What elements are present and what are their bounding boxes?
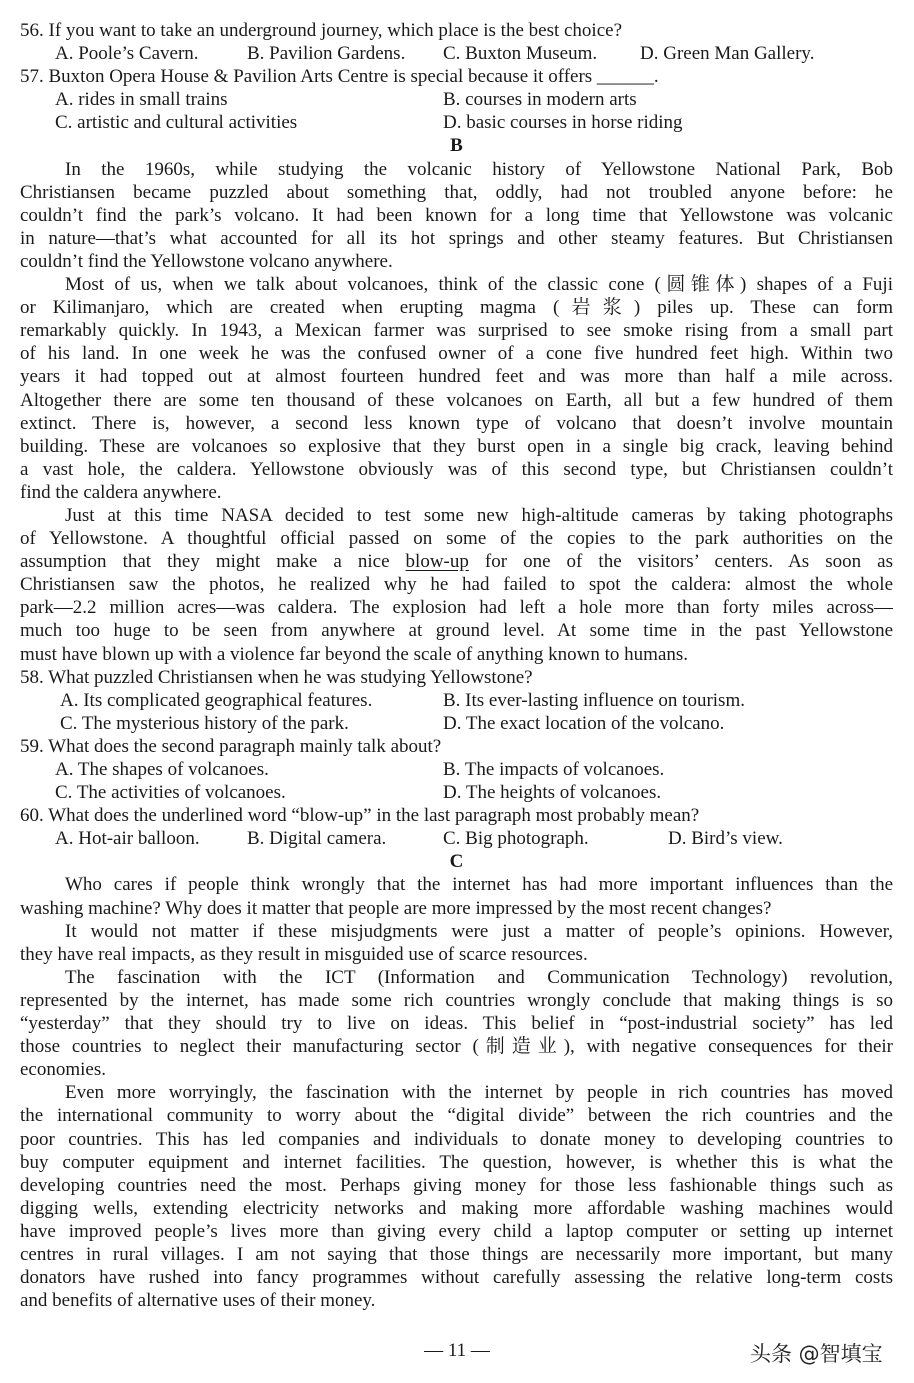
passage-line: extinct. There is, however, a second less known type of volcano that doesn’t involve mountain <box>20 412 893 434</box>
passage-line: of Yellowstone. A thoughtful official passed on some of the copies to the park authorities on the <box>20 528 893 550</box>
answer-options <box>20 758 893 781</box>
page-number: — 11 — <box>424 1340 490 1361</box>
answer-option: B. Its ever-lasting influence on tourism. <box>443 689 745 711</box>
answer-options <box>20 42 893 65</box>
passage-line: building. These are volcanoes so explosive that they burst open in a single big crack, leaving behind <box>20 435 893 457</box>
question-line: 56. If you want to take an underground journey, which place is the best choice? <box>20 20 623 41</box>
answer-option: C. Big photograph. <box>443 828 589 850</box>
brand-watermark: 头条 @智填宝 <box>750 1342 883 1366</box>
underlined-word: blow-up <box>405 551 469 573</box>
passage-line: the international community to worry about the “digital divide” between the rich countries and the <box>20 1105 893 1127</box>
answer-option: D. Bird’s view. <box>668 828 783 850</box>
answer-option: D. The heights of volcanoes. <box>443 782 662 804</box>
text-segment: assumption that they might make a nice <box>20 551 390 573</box>
answer-option: D. The exact location of the volcano. <box>443 712 725 734</box>
answer-options <box>20 712 893 735</box>
answer-option: A. Poole’s Cavern. <box>55 43 199 65</box>
section-heading: B <box>450 135 463 157</box>
answer-options <box>20 689 893 712</box>
passage-line: economies. <box>20 1059 107 1081</box>
answer-option: D. Green Man Gallery. <box>640 43 815 65</box>
passage-line: those countries to neglect their manufacturing sector (制造业), with negative consequences for their <box>20 1036 893 1058</box>
passage-line <box>20 550 893 573</box>
answer-option: A. The shapes of volcanoes. <box>55 759 269 780</box>
passage-line: in nature—that’s what accounted for all its hot springs and other steamy features. But Christiansen <box>20 227 893 249</box>
question-line: 57. Buxton Opera House & Pavilion Arts Centre is special because it offers ______. <box>20 66 659 88</box>
passage-line: Who cares if people think wrongly that the internet has had more important influences than the <box>65 874 893 896</box>
answer-option: B. courses in modern arts <box>443 89 637 111</box>
passage-line: donators have rushed into fancy programmes without carefully assessing the relative long-term costs <box>20 1267 893 1289</box>
section-heading: C <box>449 851 464 873</box>
passage-line: washing machine? Why does it matter that people are more impressed by the most recent changes? <box>20 897 772 919</box>
passage-line: represented by the internet, has made some rich countries wrongly conclude that making things is so <box>20 989 893 1011</box>
answer-option: C. The mysterious history of the park. <box>60 712 349 734</box>
passage-line: couldn’t find the park’s volcano. It had been known for a long time that Yellowstone was volcanic <box>20 204 893 226</box>
answer-option: A. Its complicated geographical features. <box>60 689 373 711</box>
answer-option: C. Buxton Museum. <box>443 43 598 65</box>
passage-line: Altogether there are some ten thousand of these volcanoes on Earth, all but a few hundred of them <box>20 389 893 411</box>
answer-option: B. Digital camera. <box>247 828 387 850</box>
answer-options <box>20 827 893 850</box>
passage-line: or Kilimanjaro, which are created when erupting magma (岩浆) piles up. These can form <box>20 297 893 319</box>
exam-page-content <box>20 19 893 1312</box>
passage-line: and benefits of alternative uses of their money. <box>20 1290 376 1312</box>
passage-line: developing countries need the most. Perhaps giving money for those less fashionable things such as <box>20 1174 893 1196</box>
answer-option: C. The activities of volcanoes. <box>55 782 286 804</box>
passage-line: poor countries. This has led companies and individuals to donate money to developing countries to <box>20 1128 893 1150</box>
passage-line: find the caldera anywhere. <box>20 481 222 503</box>
passage-line: The fascination with the ICT (Information and Communication Technology) revolution, <box>65 966 893 988</box>
answer-options <box>20 781 893 804</box>
passage-line: centres in rural villages. I am not saying that those things are necessarily more important, but many <box>20 1243 893 1265</box>
question-line: 60. What does the underlined word “blow-up” in the last paragraph most probably mean? <box>20 805 700 827</box>
question-line: 59. What does the second paragraph mainly talk about? <box>20 735 442 757</box>
passage-line: a vast hole, the caldera. Yellowstone obviously was of this second type, but Christiansen couldn’t <box>20 458 893 480</box>
passage-line: park—2.2 million acres—was caldera. The explosion had left a hole more than forty miles across— <box>20 597 893 619</box>
passage-line: have improved people’s lives more than giving every child a laptop computer or setting up internet <box>20 1220 893 1242</box>
passage-line: buy computer equipment and internet facilities. The question, however, is whether this is what the <box>20 1151 893 1173</box>
passage-line: In the 1960s, while studying the volcanic history of Yellowstone National Park, Bob <box>65 158 893 180</box>
question-line: 58. What puzzled Christiansen when he was studying Yellowstone? <box>20 666 533 688</box>
answer-option: B. Pavilion Gardens. <box>247 43 406 65</box>
passage-line: “yesterday” that they should try to live on ideas. This belief in “post-industrial society” has led <box>20 1013 893 1035</box>
answer-option: A. Hot-air balloon. <box>55 828 200 850</box>
passage-line: much too huge to be seen from anywhere at ground level. At some time in the past Yellowstone <box>20 620 893 642</box>
answer-option: C. artistic and cultural activities <box>55 112 298 134</box>
answer-option: D. basic courses in horse riding <box>443 112 683 134</box>
passage-line: Christiansen became puzzled about something that, oddly, had not troubled anyone before: he <box>20 181 893 203</box>
passage-line: Most of us, when we talk about volcanoes, think of the classic cone (圆锥体) shapes of a Fuji <box>65 274 893 296</box>
answer-options <box>20 88 893 111</box>
passage-line: digging wells, extending electricity networks and making more affordable washing machines would <box>20 1197 893 1219</box>
passage-line: years it had topped out at almost fourteen hundred feet and was more than half a mile across. <box>20 366 893 388</box>
passage-line: Christiansen saw the photos, he realized why he had failed to spot the caldera: almost the whole <box>20 574 893 596</box>
passage-line: remarkably quickly. In 1943, a Mexican farmer was surprised to see smoke rising from a small part <box>20 320 893 342</box>
passage-line: couldn’t find the Yellowstone volcano anywhere. <box>20 250 393 272</box>
passage-line: Just at this time NASA decided to test some new high-altitude cameras by taking photographs <box>65 504 893 526</box>
passage-line: must have blown up with a violence far beyond the scale of anything known to humans. <box>20 643 689 665</box>
passage-line: they have real impacts, as they result in misguided use of scarce resources. <box>20 943 588 965</box>
passage-line: It would not matter if these misjudgments were just a matter of people’s opinions. However, <box>65 920 893 942</box>
answer-option: B. The impacts of volcanoes. <box>443 759 665 780</box>
answer-options <box>20 111 893 134</box>
passage-line: Even more worryingly, the fascination with the internet by people in rich countries has moved <box>65 1082 893 1104</box>
answer-option: A. rides in small trains <box>55 89 228 111</box>
passage-line: of his land. In one week he was the confused owner of a cone five hundred feet high. Within two <box>20 343 893 365</box>
text-segment: for one of the visitors’ centers. As soon as <box>484 551 893 573</box>
